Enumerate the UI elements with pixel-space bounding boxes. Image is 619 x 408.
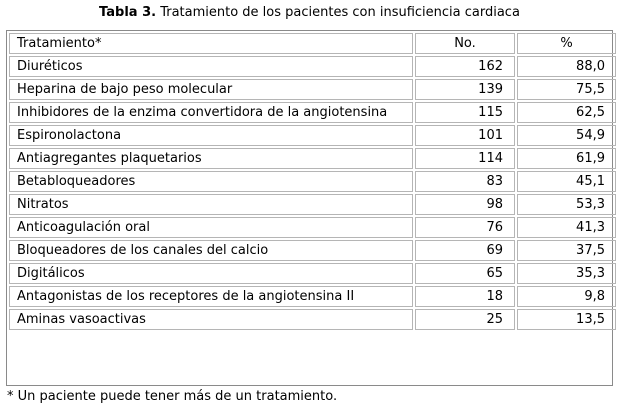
table-row <box>9 286 616 307</box>
count-cell: 98 <box>415 194 515 215</box>
percent-cell: 13,5 <box>517 309 616 330</box>
treatment-name-cell: Antiagregantes plaquetarios <box>9 148 413 169</box>
count-cell: 25 <box>415 309 515 330</box>
percent-cell: 37,5 <box>517 240 616 261</box>
header-count: No. <box>415 33 515 54</box>
percent-cell: 61,9 <box>517 148 616 169</box>
count-cell: 76 <box>415 217 515 238</box>
table-row <box>9 148 616 169</box>
percent-cell: 45,1 <box>517 171 616 192</box>
treatment-name-cell: Espironolactona <box>9 125 413 146</box>
header-percent: % <box>517 33 616 54</box>
table-header-row <box>9 33 616 54</box>
percent-cell: 54,9 <box>517 125 616 146</box>
table-row <box>9 125 616 146</box>
treatment-name-cell: Nitratos <box>9 194 413 215</box>
table-caption <box>0 5 619 21</box>
percent-cell: 75,5 <box>517 79 616 100</box>
table-row <box>9 217 616 238</box>
treatment-name-cell: Betabloqueadores <box>9 171 413 192</box>
treatment-table <box>7 31 618 332</box>
header-treatment: Tratamiento* <box>9 33 413 54</box>
treatment-name-cell: Aminas vasoactivas <box>9 309 413 330</box>
count-cell: 114 <box>415 148 515 169</box>
count-cell: 65 <box>415 263 515 284</box>
table-caption-label: Tabla 3. <box>99 5 157 20</box>
treatment-name-cell: Diuréticos <box>9 56 413 77</box>
percent-cell: 88,0 <box>517 56 616 77</box>
table-row <box>9 309 616 330</box>
table-row <box>9 240 616 261</box>
treatment-name-cell: Bloqueadores de los canales del calcio <box>9 240 413 261</box>
table-row <box>9 263 616 284</box>
count-cell: 83 <box>415 171 515 192</box>
percent-cell: 35,3 <box>517 263 616 284</box>
table-row <box>9 171 616 192</box>
table-row <box>9 102 616 123</box>
count-cell: 115 <box>415 102 515 123</box>
percent-cell: 53,3 <box>517 194 616 215</box>
table-caption-text: Tratamiento de los pacientes con insuficiencia cardiaca <box>160 5 520 20</box>
percent-cell: 41,3 <box>517 217 616 238</box>
count-cell: 18 <box>415 286 515 307</box>
count-cell: 69 <box>415 240 515 261</box>
treatment-name-cell: Inhibidores de la enzima convertidora de la angiotensina <box>9 102 413 123</box>
treatment-name-cell: Heparina de bajo peso molecular <box>9 79 413 100</box>
table-row <box>9 56 616 77</box>
treatment-table-frame <box>6 30 613 386</box>
treatment-name-cell: Antagonistas de los receptores de la angiotensina II <box>9 286 413 307</box>
table-footnote: * Un paciente puede tener más de un tratamiento. <box>7 389 338 404</box>
count-cell: 162 <box>415 56 515 77</box>
percent-cell: 62,5 <box>517 102 616 123</box>
table-row <box>9 79 616 100</box>
percent-cell: 9,8 <box>517 286 616 307</box>
treatment-name-cell: Anticoagulación oral <box>9 217 413 238</box>
count-cell: 101 <box>415 125 515 146</box>
table-row <box>9 194 616 215</box>
count-cell: 139 <box>415 79 515 100</box>
treatment-name-cell: Digitálicos <box>9 263 413 284</box>
